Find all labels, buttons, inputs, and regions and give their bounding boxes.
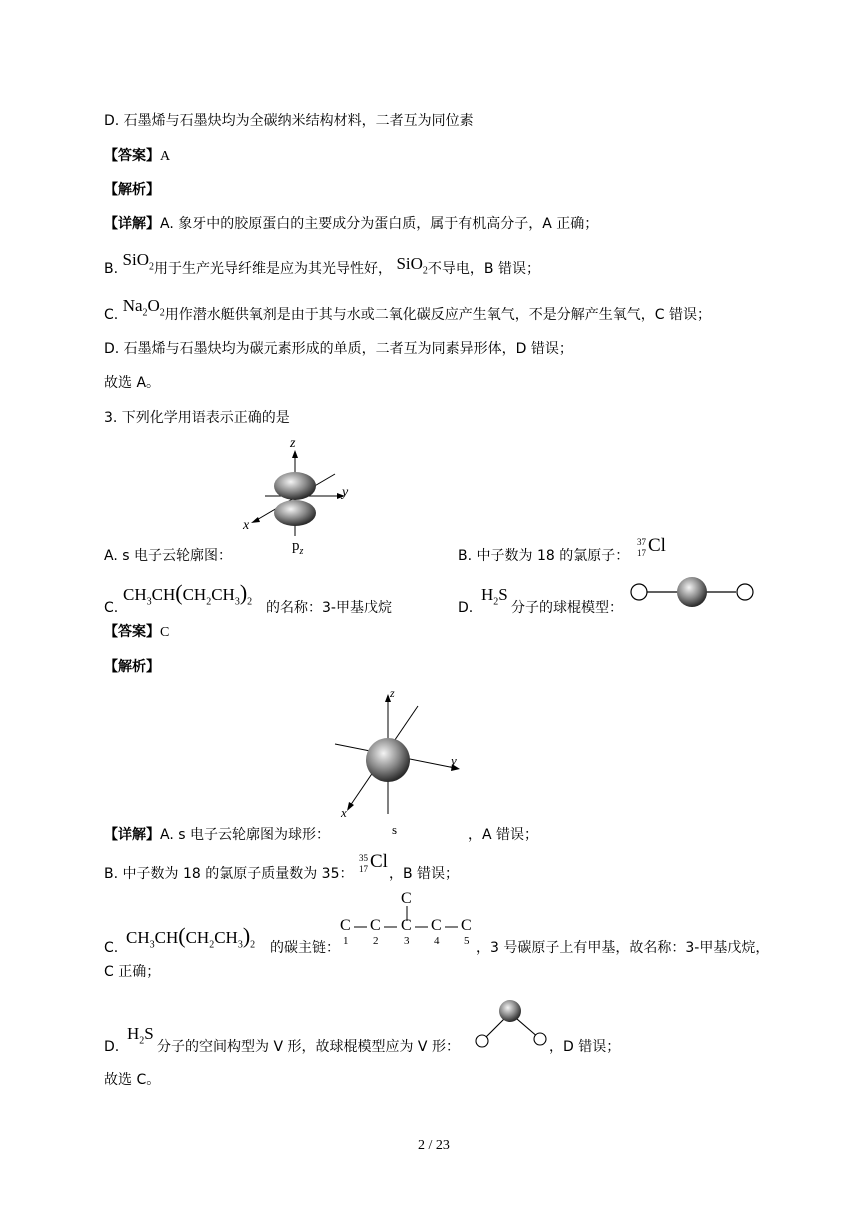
chain-c4: C <box>431 917 442 934</box>
na2o2-formula <box>122 296 165 319</box>
opt-d-prefix: D. <box>458 600 474 616</box>
detail-d-mid: 分子的空间构型为 V 形，故球棍模型应为 V 形： <box>157 1039 460 1055</box>
h-text: H <box>481 585 494 604</box>
q2-detail-d: D. 石墨烯与石墨炔均为碳元素形成的单质，二者互为同素异形体，D 错误； <box>104 341 573 357</box>
d-ch: CH <box>154 928 179 947</box>
v-shape-ball-stick-model <box>472 996 552 1052</box>
detail-a-text: A. 象牙中的胶原蛋白的主要成分为蛋白质，属于有机高分子，A 正确； <box>160 216 599 232</box>
q3-answer <box>104 622 169 643</box>
detail-d-h2s <box>127 1024 154 1046</box>
d-ch3-2: CH <box>214 928 238 947</box>
q3-option-a: A. s 电子云轮廓图： <box>104 548 232 564</box>
s-x-label: x <box>341 805 347 820</box>
q2-option-d: D. 石墨烯与石墨炔均为全碳纳米结构材料，二者互为同位素 <box>104 113 474 129</box>
ch3-sub-2: 3 <box>234 596 240 608</box>
h2s-formula <box>481 585 508 607</box>
detail-b-prefix: B. <box>104 261 119 277</box>
d-ch3-sub: 3 <box>149 939 155 951</box>
q3-detail-c <box>104 938 118 958</box>
sio2-text-2: SiO <box>396 254 423 273</box>
dd-s: S <box>144 1024 154 1043</box>
o-text: O <box>147 296 160 315</box>
h-sub: 2 <box>493 596 499 608</box>
chain-n4: 4 <box>434 935 440 947</box>
opt-d-suffix: 分子的球棍模型： <box>511 600 623 616</box>
detail-c-mid: 的碳主链： <box>270 940 340 956</box>
pz-z-label: z <box>290 436 296 451</box>
pz-p: p <box>292 538 300 554</box>
chain-n1: 1 <box>343 935 349 947</box>
sio2-formula <box>122 250 154 273</box>
opt-c-suffix: 的名称：3-甲基戊烷 <box>266 600 392 616</box>
q3-detail-d <box>104 1037 119 1057</box>
chain-c-top: C <box>401 890 412 907</box>
q2-analysis-label: 【解析】 <box>104 182 160 198</box>
na-text: Na <box>122 296 143 315</box>
opt-c-formula: $CH_3CH(CH_2CH_3)_2$ <box>123 580 253 608</box>
chain-c5: C <box>461 917 472 934</box>
cl37-mass: 37 <box>637 537 646 547</box>
answer-value: A <box>160 149 171 164</box>
cl37-symbol: Cl <box>648 535 666 556</box>
cl37-z: 17 <box>637 548 646 558</box>
detail-d-prefix: D. <box>104 1039 120 1055</box>
s-label: s <box>392 822 398 837</box>
d-ch2-sub: 2 <box>209 939 215 951</box>
chain-c3: C <box>401 917 412 934</box>
detail-c-prefix-3: C. <box>104 940 119 956</box>
sio2-text: SiO <box>122 250 149 269</box>
sio2-formula-2 <box>396 254 428 277</box>
d-outer-sub: 2 <box>250 939 256 951</box>
pz-label <box>292 538 303 557</box>
d-ch3: CH <box>126 928 150 947</box>
outer-sub: 2 <box>247 596 253 608</box>
detail-d-end: ，D 错误； <box>549 1039 621 1055</box>
sio2-sub-2: 2 <box>422 265 428 277</box>
chain-n3: 3 <box>404 935 410 947</box>
answer-label-3: 【答案】 <box>104 624 160 640</box>
q3-detail-b: B. 中子数为 18 的氯原子质量数为 35： <box>104 866 354 882</box>
detail-c-prefix: C. <box>104 307 119 323</box>
ch3-text-2: CH <box>211 585 235 604</box>
opt-c-prefix: C. <box>104 600 119 616</box>
detail-c-end: ，3 号碳原子上有甲基，故名称：3-甲基戊烷， <box>476 940 770 956</box>
s-text: S <box>498 585 508 604</box>
q3-detail-a <box>104 825 330 845</box>
chain-c2: C <box>370 917 381 934</box>
page-number: 2 / 23 <box>418 1138 450 1153</box>
opt-b-text: B. 中子数为 18 的氯原子： <box>458 548 630 564</box>
sio2-sub: 2 <box>148 261 154 273</box>
detail-c-text: 用作潜水艇供氧剂是由于其与水或二氧化碳反应产生氧气，不是分解产生氧气，C 错误； <box>164 307 712 323</box>
detail-label: 【详解】 <box>104 216 160 232</box>
ch3-text: CH <box>123 585 147 604</box>
detail-c-formula: $CH_3CH(CH_2CH_3)_2$ <box>126 923 256 951</box>
ch2-sub: 2 <box>206 596 212 608</box>
chain-n2: 2 <box>373 935 379 947</box>
q3-option-b <box>458 546 629 566</box>
d-ch3-sub-2: 3 <box>237 939 243 951</box>
q3-option-d <box>458 598 473 618</box>
detail-label-3: 【详解】 <box>104 827 160 843</box>
q3-question: 3. 下列化学用语表示正确的是 <box>104 410 290 426</box>
chain-n5: 5 <box>464 935 470 947</box>
pz-sub: z <box>299 546 304 557</box>
detail-b-mid: 用于生产光导纤维是应为其光导性好， <box>153 261 392 277</box>
q2-answer <box>104 146 170 167</box>
dd-h-sub: 2 <box>139 1035 145 1047</box>
q3-analysis-label: 【解析】 <box>104 659 160 675</box>
linear-ball-stick-model <box>628 576 758 610</box>
ch3-sub: 3 <box>146 596 152 608</box>
ch-text: CH <box>151 585 176 604</box>
cl35-mass: 35 <box>359 853 368 863</box>
q2-detail-a <box>104 214 598 234</box>
ch2-text: CH <box>182 585 207 604</box>
q2-detail-b <box>104 250 540 285</box>
dd-h: H <box>127 1024 140 1043</box>
q2-detail-c <box>104 296 712 331</box>
cl35-symbol: Cl <box>370 851 388 872</box>
o-sub: 2 <box>159 307 165 319</box>
d-ch2: CH <box>185 928 210 947</box>
answer-label: 【答案】 <box>104 148 160 164</box>
detail-a-text-3: A. s 电子云轮廓图为球形： <box>160 827 330 843</box>
pz-x-label: x <box>243 518 250 533</box>
q2-conclusion: 故选 A。 <box>104 375 161 391</box>
q3-option-c <box>104 598 118 618</box>
na-sub: 2 <box>142 307 148 319</box>
cl35-z: 17 <box>359 864 368 874</box>
pz-y-label: y <box>342 485 349 500</box>
detail-a-end: ，A 错误； <box>468 827 539 843</box>
s-orbital-figure <box>330 686 465 821</box>
detail-b-end: 不导电，B 错误； <box>427 261 540 277</box>
chain-c1: C <box>340 917 351 934</box>
detail-c-end2: C 正确； <box>104 964 161 980</box>
s-y-label: y <box>451 753 457 768</box>
answer-value-3: C <box>160 625 170 640</box>
detail-b-end-3: ，B 错误； <box>389 866 460 882</box>
q3-conclusion: 故选 C。 <box>104 1072 161 1088</box>
s-z-label: z <box>390 686 395 700</box>
